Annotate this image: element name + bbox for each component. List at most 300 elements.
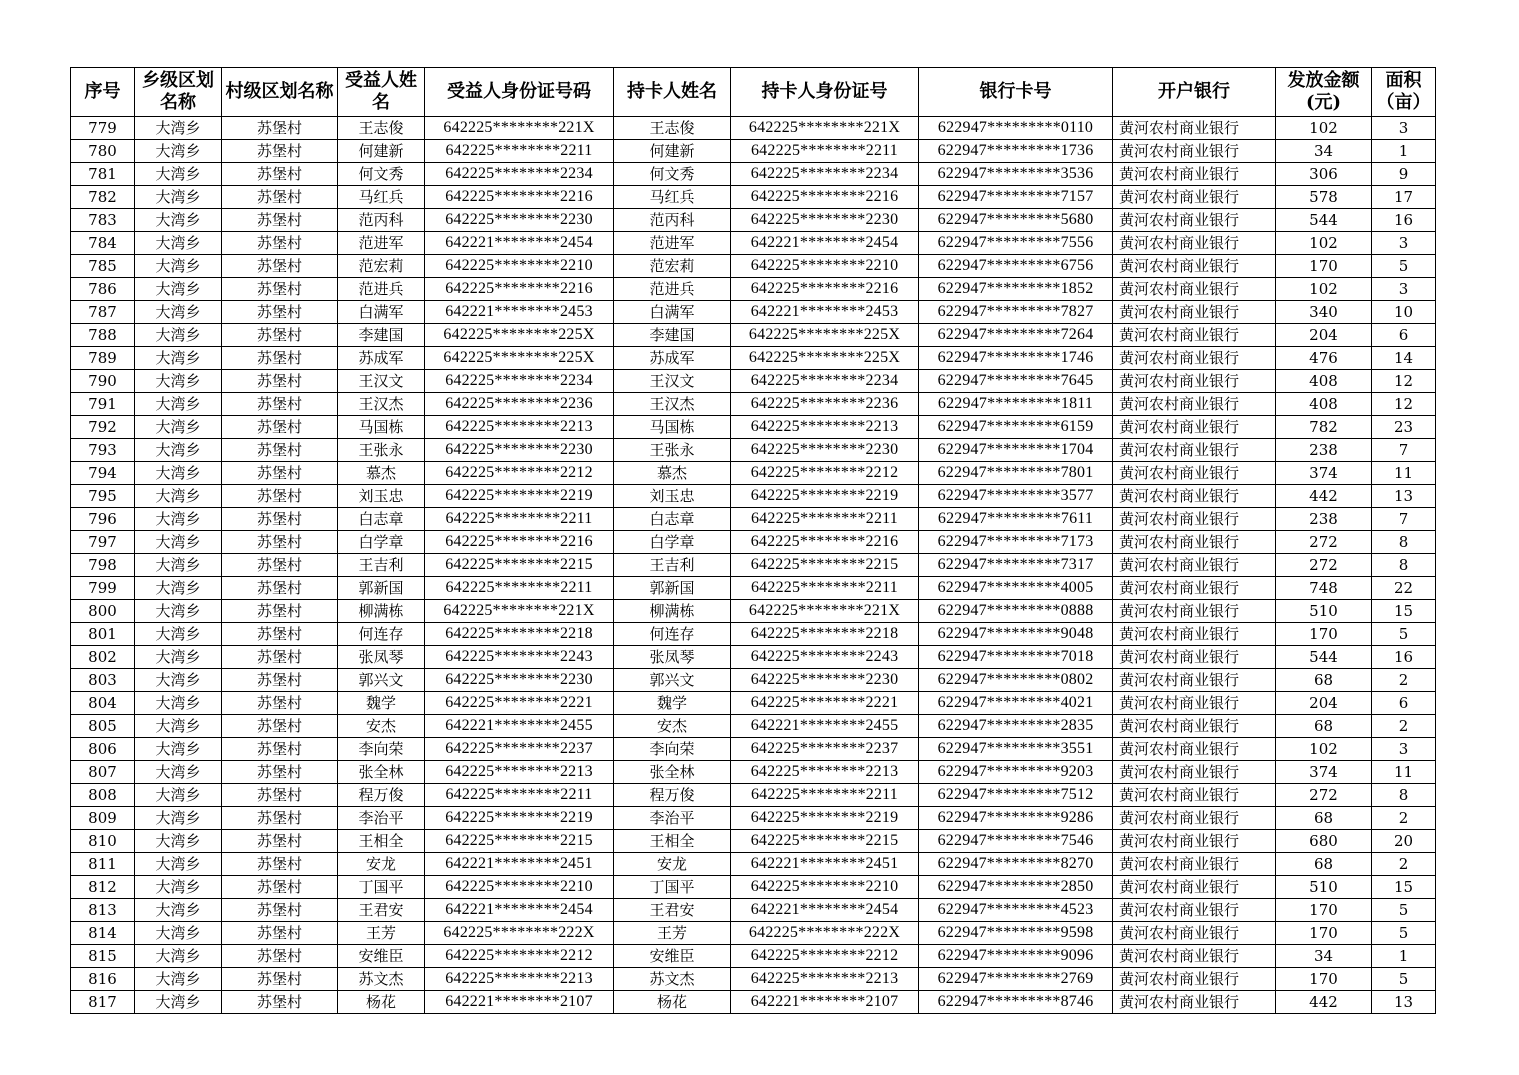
cell-index: 786 (71, 278, 135, 301)
cell-cardholder-id: 642225********2211 (731, 577, 919, 600)
cell-cardholder-name: 李治平 (614, 807, 731, 830)
cell-bank-name: 黄河农村商业银行 (1113, 140, 1276, 163)
cell-township: 大湾乡 (135, 117, 222, 140)
cell-cardholder-id: 642225********2219 (731, 485, 919, 508)
cell-beneficiary-id: 642225********2219 (425, 485, 614, 508)
cell-bank-card-number: 622947*********7157 (919, 186, 1113, 209)
cell-bank-name: 黄河农村商业银行 (1113, 209, 1276, 232)
cell-bank-name: 黄河农村商业银行 (1113, 186, 1276, 209)
cell-cardholder-name: 安杰 (614, 715, 731, 738)
cell-area: 6 (1372, 324, 1436, 347)
cell-amount: 102 (1276, 232, 1372, 255)
cell-township: 大湾乡 (135, 531, 222, 554)
cell-beneficiary-name: 郭兴文 (338, 669, 425, 692)
cell-beneficiary-name: 柳满栋 (338, 600, 425, 623)
cell-beneficiary-name: 杨花 (338, 991, 425, 1014)
cell-township: 大湾乡 (135, 462, 222, 485)
cell-bank-name: 黄河农村商业银行 (1113, 462, 1276, 485)
cell-beneficiary-name: 魏学 (338, 692, 425, 715)
cell-beneficiary-id: 642225********221X (425, 117, 614, 140)
cell-bank-card-number: 622947*********5680 (919, 209, 1113, 232)
cell-village: 苏堡村 (222, 301, 338, 324)
cell-cardholder-name: 郭新国 (614, 577, 731, 600)
cell-beneficiary-name: 王吉利 (338, 554, 425, 577)
cell-cardholder-name: 李向荣 (614, 738, 731, 761)
cell-area: 15 (1372, 600, 1436, 623)
cell-beneficiary-id: 642225********2213 (425, 761, 614, 784)
cell-beneficiary-name: 何建新 (338, 140, 425, 163)
cell-amount: 204 (1276, 692, 1372, 715)
cell-cardholder-name: 白学章 (614, 531, 731, 554)
cell-area: 20 (1372, 830, 1436, 853)
cell-amount: 782 (1276, 416, 1372, 439)
cell-cardholder-id: 642225********2210 (731, 255, 919, 278)
cell-amount: 306 (1276, 163, 1372, 186)
table-row (71, 646, 1436, 669)
cell-township: 大湾乡 (135, 692, 222, 715)
cell-township: 大湾乡 (135, 554, 222, 577)
cell-beneficiary-id: 642221********2107 (425, 991, 614, 1014)
table-row (71, 761, 1436, 784)
cell-cardholder-id: 642225********2234 (731, 370, 919, 393)
cell-beneficiary-name: 丁国平 (338, 876, 425, 899)
cell-township: 大湾乡 (135, 646, 222, 669)
cell-beneficiary-name: 白志章 (338, 508, 425, 531)
cell-amount: 544 (1276, 209, 1372, 232)
cell-village: 苏堡村 (222, 600, 338, 623)
cell-bank-card-number: 622947*********1852 (919, 278, 1113, 301)
cell-index: 806 (71, 738, 135, 761)
cell-beneficiary-id: 642225********2213 (425, 968, 614, 991)
cell-cardholder-name: 丁国平 (614, 876, 731, 899)
cell-index: 812 (71, 876, 135, 899)
cell-township: 大湾乡 (135, 301, 222, 324)
cell-beneficiary-id: 642225********2216 (425, 531, 614, 554)
cell-amount: 272 (1276, 784, 1372, 807)
cell-village: 苏堡村 (222, 646, 338, 669)
cell-bank-card-number: 622947*********8746 (919, 991, 1113, 1014)
cell-beneficiary-id: 642225********221X (425, 600, 614, 623)
cell-amount: 408 (1276, 393, 1372, 416)
cell-area: 23 (1372, 416, 1436, 439)
cell-bank-name: 黄河农村商业银行 (1113, 347, 1276, 370)
cell-area: 7 (1372, 439, 1436, 462)
cell-beneficiary-name: 王志俊 (338, 117, 425, 140)
cell-area: 3 (1372, 278, 1436, 301)
cell-cardholder-id: 642225********225X (731, 324, 919, 347)
cell-cardholder-id: 642225********2236 (731, 393, 919, 416)
cell-beneficiary-id: 642225********2230 (425, 439, 614, 462)
cell-index: 791 (71, 393, 135, 416)
cell-cardholder-name: 李建国 (614, 324, 731, 347)
table-row (71, 508, 1436, 531)
cell-beneficiary-name: 白学章 (338, 531, 425, 554)
cell-index: 793 (71, 439, 135, 462)
table-header (71, 68, 1436, 117)
cell-index: 790 (71, 370, 135, 393)
cell-area: 8 (1372, 784, 1436, 807)
cell-village: 苏堡村 (222, 991, 338, 1014)
cell-bank-name: 黄河农村商业银行 (1113, 255, 1276, 278)
cell-beneficiary-id: 642225********2218 (425, 623, 614, 646)
cell-bank-name: 黄河农村商业银行 (1113, 922, 1276, 945)
column-header-beneficiary-name: 受益人姓名 (338, 68, 425, 117)
cell-beneficiary-id: 642225********2230 (425, 209, 614, 232)
cell-index: 807 (71, 761, 135, 784)
cell-village: 苏堡村 (222, 163, 338, 186)
cell-village: 苏堡村 (222, 623, 338, 646)
cell-village: 苏堡村 (222, 140, 338, 163)
cell-beneficiary-name: 苏文杰 (338, 968, 425, 991)
cell-village: 苏堡村 (222, 968, 338, 991)
cell-beneficiary-name: 白满军 (338, 301, 425, 324)
cell-cardholder-id: 642225********2216 (731, 531, 919, 554)
cell-amount: 442 (1276, 485, 1372, 508)
cell-index: 803 (71, 669, 135, 692)
cell-area: 13 (1372, 991, 1436, 1014)
cell-cardholder-name: 王吉利 (614, 554, 731, 577)
cell-bank-name: 黄河农村商业银行 (1113, 623, 1276, 646)
cell-cardholder-id: 642225********2216 (731, 186, 919, 209)
column-header-index: 序号 (71, 68, 135, 117)
cell-cardholder-id: 642225********2215 (731, 554, 919, 577)
cell-bank-name: 黄河农村商业银行 (1113, 324, 1276, 347)
cell-cardholder-name: 程万俊 (614, 784, 731, 807)
cell-village: 苏堡村 (222, 692, 338, 715)
cell-index: 783 (71, 209, 135, 232)
table-body (71, 117, 1436, 1014)
cell-beneficiary-id: 642225********225X (425, 347, 614, 370)
cell-amount: 102 (1276, 117, 1372, 140)
table-row (71, 301, 1436, 324)
cell-cardholder-id: 642225********2216 (731, 278, 919, 301)
cell-cardholder-id: 642221********2107 (731, 991, 919, 1014)
cell-index: 811 (71, 853, 135, 876)
cell-bank-name: 黄河农村商业银行 (1113, 301, 1276, 324)
cell-township: 大湾乡 (135, 968, 222, 991)
cell-cardholder-name: 张凤琴 (614, 646, 731, 669)
cell-bank-name: 黄河农村商业银行 (1113, 692, 1276, 715)
cell-beneficiary-id: 642221********2454 (425, 232, 614, 255)
table-row (71, 140, 1436, 163)
subsidy-payment-table (70, 67, 1436, 1014)
cell-cardholder-id: 642225********2237 (731, 738, 919, 761)
cell-bank-name: 黄河农村商业银行 (1113, 439, 1276, 462)
cell-cardholder-id: 642225********2219 (731, 807, 919, 830)
cell-cardholder-id: 642225********225X (731, 347, 919, 370)
cell-township: 大湾乡 (135, 255, 222, 278)
cell-beneficiary-name: 李治平 (338, 807, 425, 830)
cell-village: 苏堡村 (222, 807, 338, 830)
cell-amount: 238 (1276, 439, 1372, 462)
cell-cardholder-name: 马红兵 (614, 186, 731, 209)
cell-cardholder-name: 郭兴文 (614, 669, 731, 692)
cell-cardholder-id: 642225********2230 (731, 669, 919, 692)
cell-beneficiary-id: 642221********2454 (425, 899, 614, 922)
cell-area: 1 (1372, 945, 1436, 968)
cell-amount: 510 (1276, 876, 1372, 899)
cell-beneficiary-name: 王相全 (338, 830, 425, 853)
cell-index: 782 (71, 186, 135, 209)
cell-cardholder-name: 王相全 (614, 830, 731, 853)
cell-amount: 442 (1276, 991, 1372, 1014)
cell-area: 12 (1372, 370, 1436, 393)
cell-index: 802 (71, 646, 135, 669)
column-header-bank-card-number: 银行卡号 (919, 68, 1113, 117)
cell-beneficiary-id: 642225********225X (425, 324, 614, 347)
cell-beneficiary-name: 李向荣 (338, 738, 425, 761)
cell-village: 苏堡村 (222, 370, 338, 393)
cell-amount: 68 (1276, 853, 1372, 876)
cell-bank-card-number: 622947*********0110 (919, 117, 1113, 140)
cell-amount: 510 (1276, 600, 1372, 623)
cell-amount: 34 (1276, 945, 1372, 968)
cell-amount: 476 (1276, 347, 1372, 370)
cell-beneficiary-id: 642225********2211 (425, 140, 614, 163)
table-row (71, 922, 1436, 945)
cell-area: 12 (1372, 393, 1436, 416)
cell-bank-card-number: 622947*********3536 (919, 163, 1113, 186)
cell-area: 3 (1372, 117, 1436, 140)
cell-index: 813 (71, 899, 135, 922)
table-row (71, 485, 1436, 508)
cell-bank-name: 黄河农村商业银行 (1113, 945, 1276, 968)
cell-index: 808 (71, 784, 135, 807)
cell-area: 5 (1372, 255, 1436, 278)
cell-amount: 204 (1276, 324, 1372, 347)
cell-cardholder-id: 642225********2230 (731, 209, 919, 232)
cell-village: 苏堡村 (222, 347, 338, 370)
cell-township: 大湾乡 (135, 991, 222, 1014)
cell-area: 1 (1372, 140, 1436, 163)
cell-bank-name: 黄河农村商业银行 (1113, 738, 1276, 761)
cell-bank-name: 黄河农村商业银行 (1113, 807, 1276, 830)
cell-area: 5 (1372, 623, 1436, 646)
cell-index: 800 (71, 600, 135, 623)
cell-bank-name: 黄河农村商业银行 (1113, 830, 1276, 853)
table-row (71, 968, 1436, 991)
cell-amount: 102 (1276, 278, 1372, 301)
cell-cardholder-name: 白满军 (614, 301, 731, 324)
cell-bank-card-number: 622947*********7801 (919, 462, 1113, 485)
cell-cardholder-name: 王志俊 (614, 117, 731, 140)
cell-bank-name: 黄河农村商业银行 (1113, 577, 1276, 600)
cell-village: 苏堡村 (222, 922, 338, 945)
cell-index: 787 (71, 301, 135, 324)
cell-beneficiary-name: 安杰 (338, 715, 425, 738)
cell-township: 大湾乡 (135, 715, 222, 738)
cell-township: 大湾乡 (135, 807, 222, 830)
cell-index: 799 (71, 577, 135, 600)
column-header-village: 村级区划名称 (222, 68, 338, 117)
cell-village: 苏堡村 (222, 393, 338, 416)
cell-amount: 408 (1276, 370, 1372, 393)
cell-township: 大湾乡 (135, 876, 222, 899)
cell-beneficiary-id: 642225********2210 (425, 255, 614, 278)
cell-beneficiary-id: 642225********2210 (425, 876, 614, 899)
cell-bank-card-number: 622947*********0802 (919, 669, 1113, 692)
table-row (71, 577, 1436, 600)
cell-beneficiary-id: 642225********2237 (425, 738, 614, 761)
cell-bank-card-number: 622947*********9598 (919, 922, 1113, 945)
cell-cardholder-name: 柳满栋 (614, 600, 731, 623)
cell-cardholder-id: 642225********221X (731, 117, 919, 140)
cell-area: 16 (1372, 209, 1436, 232)
table-row (71, 899, 1436, 922)
cell-beneficiary-name: 何连存 (338, 623, 425, 646)
cell-area: 10 (1372, 301, 1436, 324)
cell-beneficiary-id: 642225********2243 (425, 646, 614, 669)
cell-cardholder-name: 何文秀 (614, 163, 731, 186)
cell-bank-card-number: 622947*********7512 (919, 784, 1113, 807)
column-header-cardholder-id: 持卡人身份证号 (731, 68, 919, 117)
table-row (71, 991, 1436, 1014)
cell-village: 苏堡村 (222, 784, 338, 807)
cell-bank-card-number: 622947*********0888 (919, 600, 1113, 623)
cell-village: 苏堡村 (222, 278, 338, 301)
cell-village: 苏堡村 (222, 715, 338, 738)
cell-cardholder-id: 642225********2213 (731, 761, 919, 784)
cell-village: 苏堡村 (222, 669, 338, 692)
cell-cardholder-name: 白志章 (614, 508, 731, 531)
cell-cardholder-id: 642225********2211 (731, 140, 919, 163)
cell-cardholder-id: 642225********2221 (731, 692, 919, 715)
table-row (71, 347, 1436, 370)
cell-beneficiary-name: 慕杰 (338, 462, 425, 485)
cell-village: 苏堡村 (222, 232, 338, 255)
cell-area: 6 (1372, 692, 1436, 715)
cell-amount: 374 (1276, 761, 1372, 784)
cell-area: 3 (1372, 232, 1436, 255)
cell-village: 苏堡村 (222, 117, 338, 140)
cell-village: 苏堡村 (222, 876, 338, 899)
cell-index: 798 (71, 554, 135, 577)
cell-area: 2 (1372, 669, 1436, 692)
cell-township: 大湾乡 (135, 784, 222, 807)
cell-cardholder-id: 642225********222X (731, 922, 919, 945)
table-row (71, 738, 1436, 761)
cell-area: 11 (1372, 761, 1436, 784)
cell-township: 大湾乡 (135, 209, 222, 232)
cell-bank-name: 黄河农村商业银行 (1113, 991, 1276, 1014)
cell-village: 苏堡村 (222, 324, 338, 347)
cell-township: 大湾乡 (135, 140, 222, 163)
table-row (71, 439, 1436, 462)
cell-beneficiary-id: 642225********2216 (425, 278, 614, 301)
table-row (71, 209, 1436, 232)
table-row (71, 945, 1436, 968)
cell-village: 苏堡村 (222, 462, 338, 485)
cell-beneficiary-name: 张全林 (338, 761, 425, 784)
cell-cardholder-name: 杨花 (614, 991, 731, 1014)
cell-amount: 544 (1276, 646, 1372, 669)
cell-bank-card-number: 622947*********3577 (919, 485, 1113, 508)
cell-amount: 272 (1276, 554, 1372, 577)
header-row (71, 68, 1436, 117)
cell-township: 大湾乡 (135, 508, 222, 531)
cell-cardholder-name: 刘玉忠 (614, 485, 731, 508)
cell-beneficiary-name: 范丙科 (338, 209, 425, 232)
table-row (71, 692, 1436, 715)
cell-amount: 340 (1276, 301, 1372, 324)
cell-index: 817 (71, 991, 135, 1014)
cell-cardholder-id: 642221********2454 (731, 232, 919, 255)
cell-bank-name: 黄河农村商业银行 (1113, 784, 1276, 807)
cell-village: 苏堡村 (222, 830, 338, 853)
cell-township: 大湾乡 (135, 186, 222, 209)
cell-cardholder-name: 慕杰 (614, 462, 731, 485)
cell-bank-card-number: 622947*********7264 (919, 324, 1113, 347)
cell-bank-card-number: 622947*********1704 (919, 439, 1113, 462)
cell-cardholder-id: 642225********2211 (731, 784, 919, 807)
cell-township: 大湾乡 (135, 439, 222, 462)
cell-bank-card-number: 622947*********7556 (919, 232, 1113, 255)
cell-amount: 170 (1276, 968, 1372, 991)
table-row (71, 853, 1436, 876)
cell-area: 13 (1372, 485, 1436, 508)
cell-bank-name: 黄河农村商业银行 (1113, 370, 1276, 393)
cell-township: 大湾乡 (135, 393, 222, 416)
cell-village: 苏堡村 (222, 899, 338, 922)
cell-area: 8 (1372, 554, 1436, 577)
cell-bank-name: 黄河农村商业银行 (1113, 899, 1276, 922)
cell-bank-card-number: 622947*********7827 (919, 301, 1113, 324)
cell-village: 苏堡村 (222, 416, 338, 439)
cell-cardholder-name: 范进军 (614, 232, 731, 255)
cell-bank-card-number: 622947*********9096 (919, 945, 1113, 968)
cell-area: 5 (1372, 968, 1436, 991)
table-row (71, 462, 1436, 485)
cell-bank-name: 黄河农村商业银行 (1113, 554, 1276, 577)
cell-bank-name: 黄河农村商业银行 (1113, 232, 1276, 255)
table-row (71, 876, 1436, 899)
cell-bank-name: 黄河农村商业银行 (1113, 853, 1276, 876)
cell-cardholder-name: 范丙科 (614, 209, 731, 232)
cell-bank-card-number: 622947*********2769 (919, 968, 1113, 991)
cell-township: 大湾乡 (135, 600, 222, 623)
cell-cardholder-id: 642225********2230 (731, 439, 919, 462)
cell-bank-card-number: 622947*********7546 (919, 830, 1113, 853)
cell-area: 7 (1372, 508, 1436, 531)
cell-cardholder-name: 王汉杰 (614, 393, 731, 416)
cell-area: 2 (1372, 807, 1436, 830)
cell-index: 805 (71, 715, 135, 738)
cell-index: 779 (71, 117, 135, 140)
cell-cardholder-id: 642225********221X (731, 600, 919, 623)
cell-village: 苏堡村 (222, 738, 338, 761)
cell-beneficiary-name: 刘玉忠 (338, 485, 425, 508)
column-header-area: 面积（亩） (1372, 68, 1436, 117)
cell-beneficiary-name: 何文秀 (338, 163, 425, 186)
cell-amount: 170 (1276, 623, 1372, 646)
cell-cardholder-name: 苏成军 (614, 347, 731, 370)
cell-cardholder-id: 642221********2455 (731, 715, 919, 738)
cell-township: 大湾乡 (135, 232, 222, 255)
cell-index: 797 (71, 531, 135, 554)
cell-beneficiary-id: 642225********2212 (425, 462, 614, 485)
cell-township: 大湾乡 (135, 945, 222, 968)
cell-township: 大湾乡 (135, 416, 222, 439)
cell-bank-name: 黄河农村商业银行 (1113, 968, 1276, 991)
cell-index: 796 (71, 508, 135, 531)
cell-beneficiary-id: 642225********2236 (425, 393, 614, 416)
cell-index: 780 (71, 140, 135, 163)
cell-beneficiary-id: 642221********2451 (425, 853, 614, 876)
cell-beneficiary-id: 642225********2219 (425, 807, 614, 830)
cell-area: 2 (1372, 853, 1436, 876)
cell-township: 大湾乡 (135, 853, 222, 876)
cell-cardholder-id: 642225********2212 (731, 945, 919, 968)
